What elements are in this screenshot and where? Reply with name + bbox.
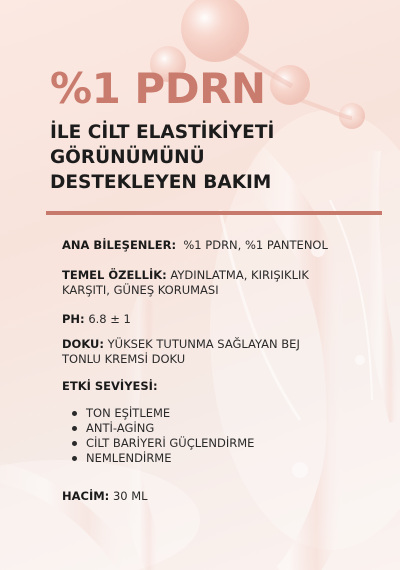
ingredients-field — [62, 238, 362, 253]
ingredients-label: ANA BİLEŞENLER: — [62, 238, 177, 252]
effect-level-field — [62, 379, 362, 394]
bullet-dot-icon — [72, 441, 77, 446]
effect-list-item-text: ANTİ-AGİNG — [86, 421, 155, 435]
effects-list — [72, 406, 254, 466]
subheadline-line-3: DESTEKLEYEN BAKIM — [50, 172, 272, 193]
subheadline-line-2: GÖRÜNÜMÜNÜ — [50, 147, 205, 168]
texture-field — [62, 337, 322, 367]
ph-field — [62, 312, 362, 327]
effect-list-item — [72, 406, 254, 421]
subheadline — [50, 120, 370, 195]
volume-field — [62, 489, 362, 504]
volume-value: 30 ML — [112, 489, 148, 503]
effect-list-item-text: TON EŞİTLEME — [86, 406, 171, 420]
features-value: AYDINLATMA, KIRIŞIKLIK KARŞITI, GÜNEŞ KORUMASI — [62, 268, 309, 297]
headline-title: %1 PDRN — [50, 64, 266, 113]
subheadline-line-1: İLE CİLT ELASTİKİYETİ — [50, 122, 275, 143]
effect-list-item — [72, 451, 254, 466]
texture-value: YÜKSEK TUTUNMA SAĞLAYAN BEJ TONLU KREMSİ DOKU — [62, 337, 300, 366]
effect-list-item-text: NEMLENDİRME — [86, 451, 172, 465]
effect-list-item — [72, 421, 254, 436]
features-label: TEMEL ÖZELLİK: — [62, 268, 167, 282]
section-divider — [46, 211, 382, 215]
bullet-dot-icon — [72, 411, 77, 416]
features-field — [62, 268, 312, 298]
bullet-dot-icon — [72, 456, 77, 461]
bullet-dot-icon — [72, 426, 77, 431]
texture-label: DOKU: — [62, 337, 104, 351]
effect-list-item — [72, 436, 254, 451]
ph-label: PH: — [62, 312, 85, 326]
effect-level-label: ETKİ SEVİYESİ: — [62, 379, 158, 393]
ph-value: 6.8 ± 1 — [88, 312, 131, 326]
volume-label: HACİM: — [62, 489, 110, 503]
ingredients-value: %1 PDRN, %1 PANTENOL — [183, 238, 328, 252]
effect-list-item-text: CİLT BARİYERİ GÜÇLENDİRME — [86, 436, 255, 450]
